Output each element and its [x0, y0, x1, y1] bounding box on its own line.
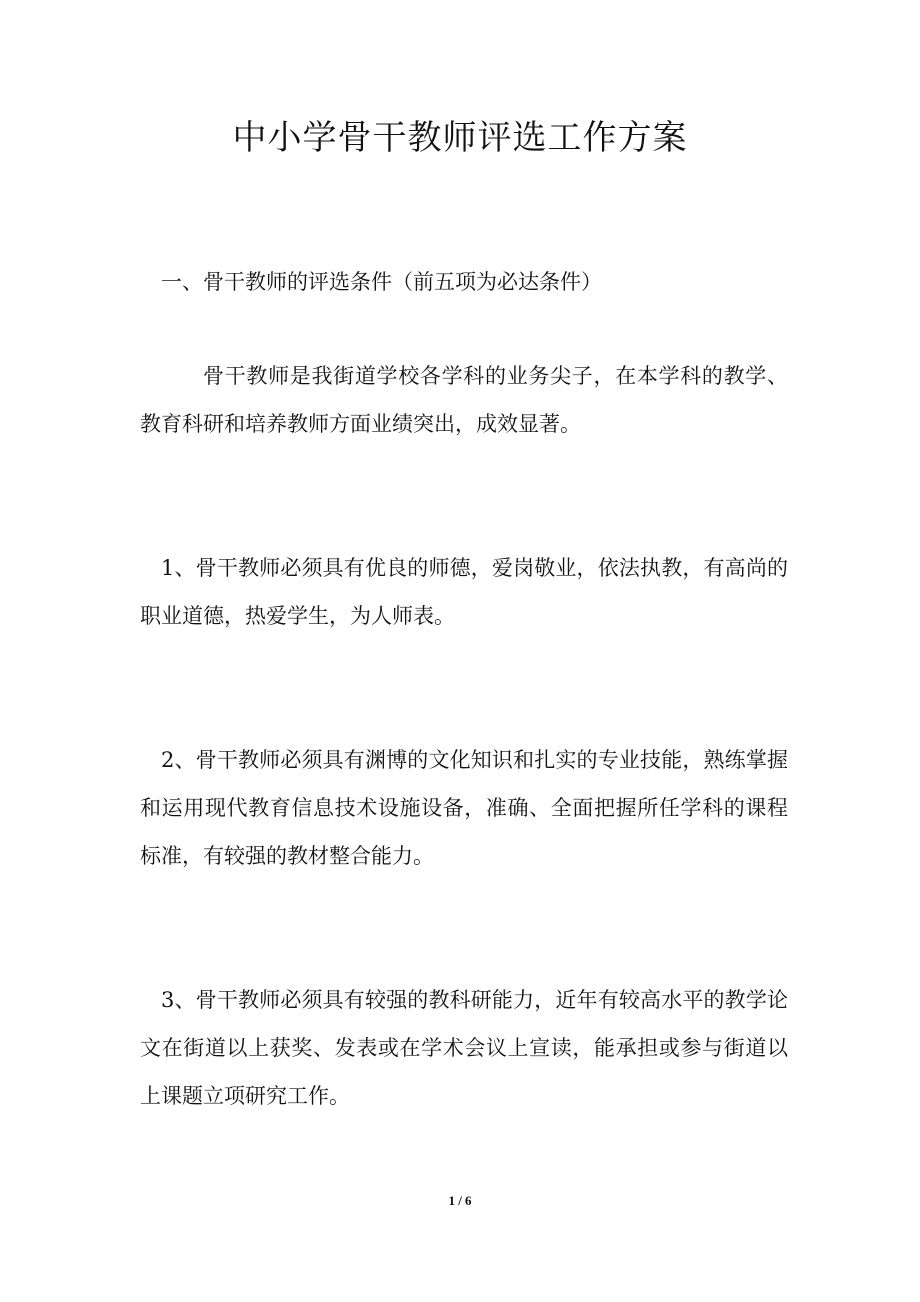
section-heading: 一、骨干教师的评选条件（前五项为必达条件）	[161, 270, 602, 294]
criterion-item-1: 1、骨干教师必须具有优良的师德，爱岗敬业，依法执教，有高尚的职业道德，热爱学生，为人师表。	[140, 556, 788, 628]
criterion-item-3: 3、骨干教师必须具有较强的教科研能力，近年有较高水平的教学论文在街道以上获奖、发表或在学术会议上宣读，能承担或参与街道以上课题立项研究工作。	[140, 988, 788, 1108]
intro-paragraph: 骨干教师是我街道学校各学科的业务尖子，在本学科的教学、教育科研和培养教师方面业绩突出，成效显著。	[140, 364, 788, 436]
document-title: 中小学骨干教师评选工作方案	[232, 118, 688, 158]
criterion-item-2: 2、骨干教师必须具有渊博的文化知识和扎实的专业技能，熟练掌握和运用现代教育信息技术设施设备，准确、全面把握所任学科的课程标准，有较强的教材整合能力。	[140, 748, 788, 868]
page-number: 1 / 6	[448, 1193, 472, 1208]
